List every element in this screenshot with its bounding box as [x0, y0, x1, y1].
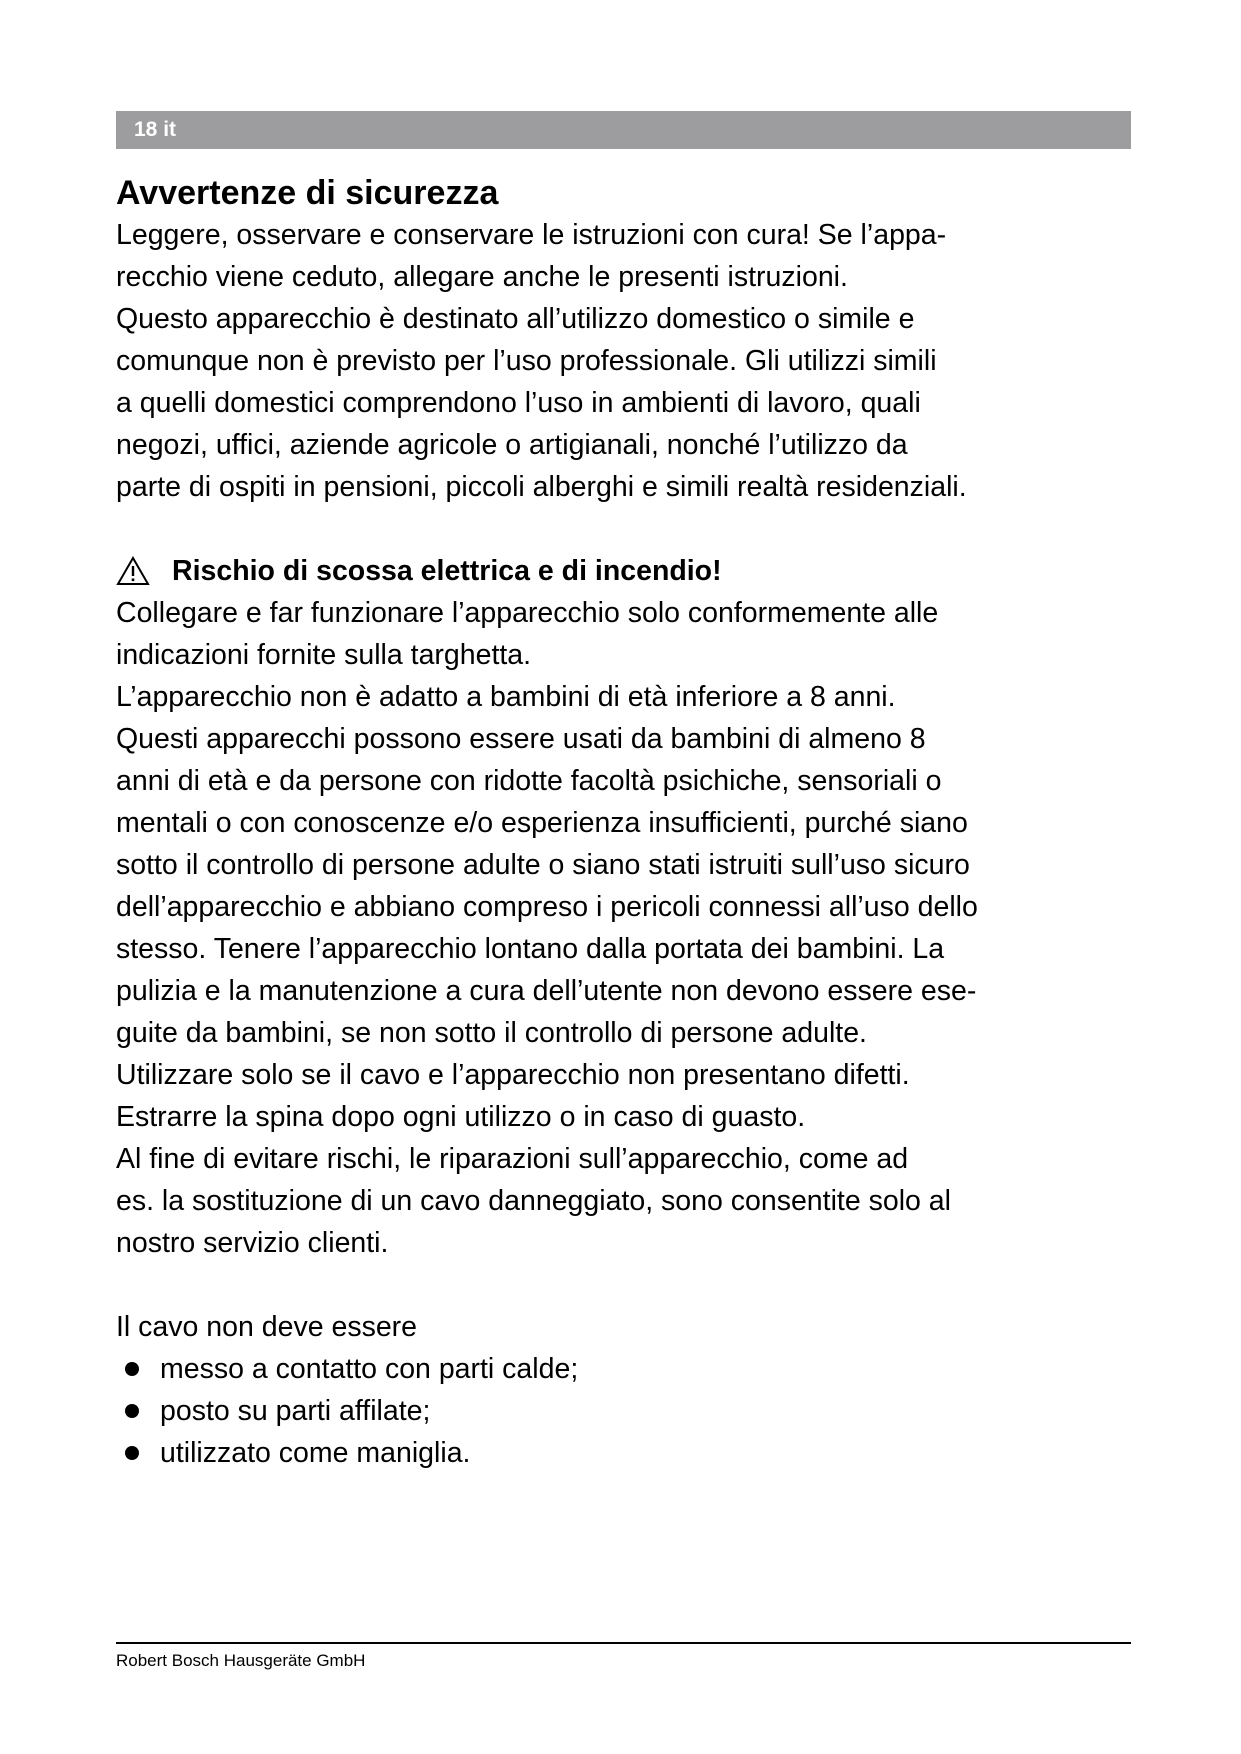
- intro-paragraph: [116, 214, 1136, 508]
- text-line: Questi apparecchi possono essere usati da bambini di almeno 8: [116, 723, 926, 755]
- text-line: Collegare e far funzionare l’apparecchio solo conformemente alle: [116, 597, 939, 629]
- text-line: mentali o con conoscenze e/o esperienza insufficienti, purché siano: [116, 807, 968, 839]
- section-title: Avvertenze di sicurezza: [116, 174, 499, 212]
- cable-list: [116, 1348, 1136, 1474]
- warning-paragraph: [116, 592, 1136, 1264]
- text-line: pulizia e la manutenzione a cura dell’utente non devono essere ese-: [116, 975, 977, 1007]
- warning-heading-text: Rischio di scossa elettrica e di incendio!: [172, 555, 722, 587]
- text-line: sotto il controllo di persone adulte o siano stati istruiti sull’uso sicuro: [116, 849, 970, 881]
- text-line: guite da bambini, se non sotto il controllo di persone adulte.: [116, 1017, 867, 1049]
- text-line: Leggere, osservare e conservare le istruzioni con cura! Se l’appa-: [116, 219, 947, 251]
- text-line: indicazioni fornite sulla targhetta.: [116, 639, 532, 671]
- text-line: dell’apparecchio e abbiano compreso i pericoli connessi all’uso dello: [116, 891, 978, 923]
- list-item: [116, 1390, 1136, 1432]
- text-line: negozi, uffici, aziende agricole o artigianali, nonché l’utilizzo da: [116, 429, 908, 461]
- list-item: [116, 1348, 1136, 1390]
- text-line: a quelli domestici comprendono l’uso in ambienti di lavoro, quali: [116, 387, 921, 419]
- warning-heading: [116, 550, 1136, 592]
- text-line: anni di età e da persone con ridotte facoltà psichiche, sensoriali o: [116, 765, 942, 797]
- text-line: recchio viene ceduto, allegare anche le presenti istruzioni.: [116, 261, 848, 293]
- text-line: stesso. Tenere l’apparecchio lontano dalla portata dei bambini. La: [116, 933, 945, 965]
- text-line: L’apparecchio non è adatto a bambini di età inferiore a 8 anni.: [116, 681, 896, 713]
- footer-company: Robert Bosch Hausgeräte GmbH: [116, 1651, 366, 1670]
- text-line: es. la sostituzione di un cavo danneggiato, sono consentite solo al: [116, 1185, 951, 1217]
- warning-triangle-icon: [116, 556, 150, 586]
- bullet-icon: [125, 1404, 139, 1418]
- bullet-icon: [125, 1446, 139, 1460]
- document-body: [116, 172, 1136, 1474]
- list-item-text: messo a contatto con parti calde;: [160, 1353, 579, 1385]
- text-line: Questo apparecchio è destinato all’utilizzo domestico o simile e: [116, 303, 915, 335]
- text-line: Estrarre la spina dopo ogni utilizzo o in caso di guasto.: [116, 1101, 806, 1133]
- footer-divider: [116, 1642, 1131, 1644]
- cable-intro: Il cavo non deve essere: [116, 1311, 418, 1343]
- bullet-icon: [125, 1362, 139, 1376]
- list-item: [116, 1432, 1136, 1474]
- text-line: Utilizzare solo se il cavo e l’apparecchio non presentano difetti.: [116, 1059, 910, 1091]
- text-line: comunque non è previsto per l’uso professionale. Gli utilizzi simili: [116, 345, 937, 377]
- text-line: parte di ospiti in pensioni, piccoli alberghi e simili realtà residenziali.: [116, 471, 967, 503]
- list-item-text: posto su parti affilate;: [160, 1395, 431, 1427]
- page-number-label: 18 it: [134, 118, 177, 141]
- text-line: Al fine di evitare rischi, le riparazioni sull’apparecchio, come ad: [116, 1143, 909, 1175]
- text-line: nostro servizio clienti.: [116, 1227, 389, 1259]
- page-header-bar: [116, 111, 1131, 149]
- list-item-text: utilizzato come maniglia.: [160, 1437, 471, 1469]
